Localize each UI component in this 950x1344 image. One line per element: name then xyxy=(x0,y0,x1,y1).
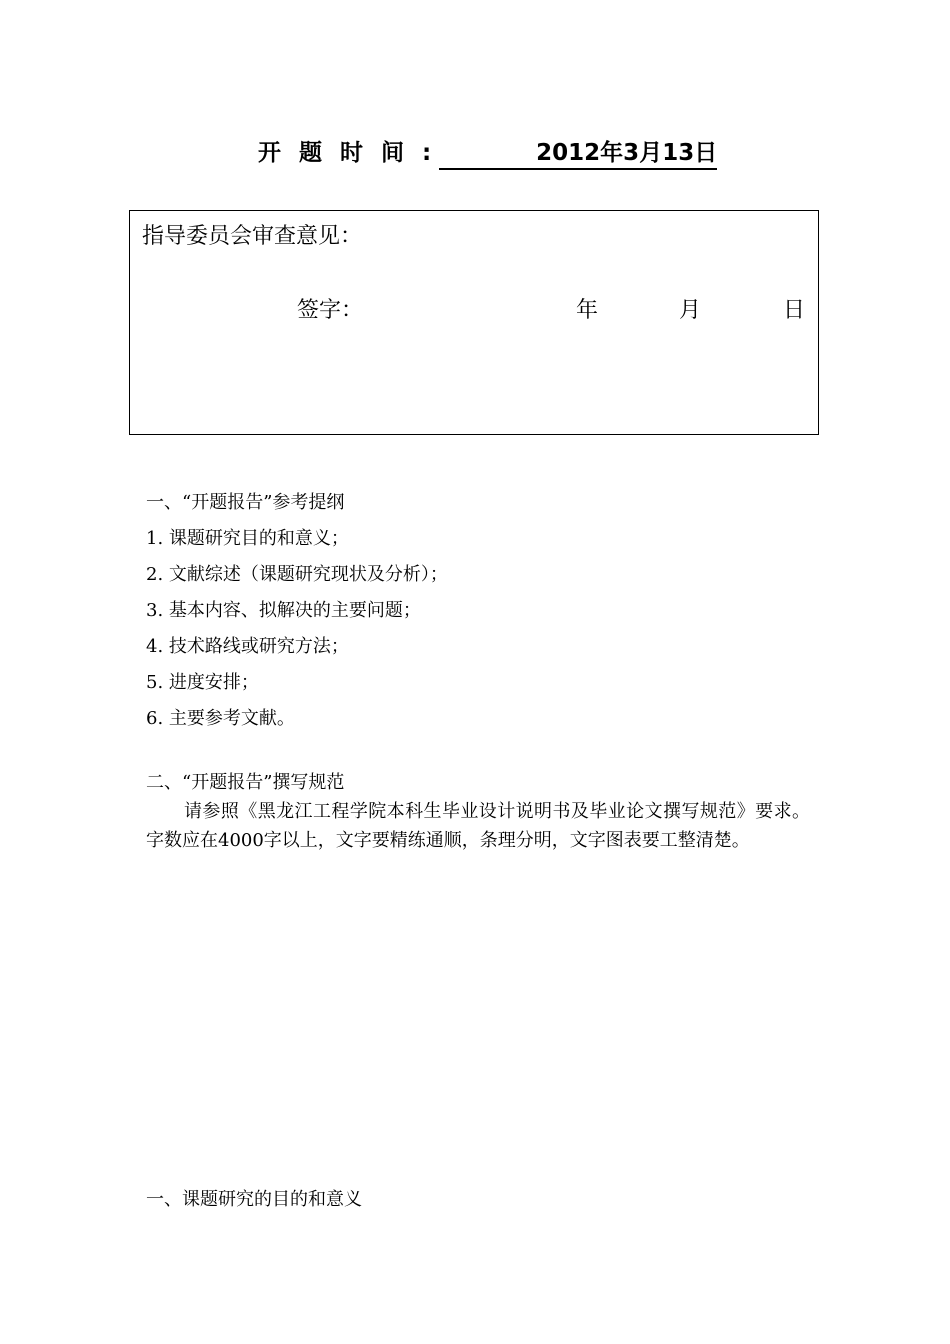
review-title: 指导委员会审查意见： xyxy=(142,224,363,249)
outline-item-1: 1. 课题研究目的和意义； xyxy=(146,528,349,549)
signature-label: 签字： xyxy=(297,298,364,323)
year-label: 年 xyxy=(576,298,599,323)
spec-body: 请参照《黑龙江工程学院本科生毕业设计说明书及毕业论文撰写规范》要求。字数应在4000字以上，文字要精练通顺，条理分明，文字图表要工整清楚。 xyxy=(146,801,810,851)
spec-title: 二、“开题报告”撰写规范 xyxy=(146,772,345,793)
outline-item-2: 2. 文献综述（课题研究现状及分析）； xyxy=(146,564,448,585)
report-time-label: 开题时间: xyxy=(258,140,450,166)
outline-item-3: 3. 基本内容、拟解决的主要问题； xyxy=(146,600,421,621)
month-label: 月 xyxy=(679,298,702,323)
outline-item-6: 6. 主要参考文献。 xyxy=(146,708,295,729)
committee-review-box xyxy=(129,210,819,435)
day-label: 日 xyxy=(783,298,806,323)
report-time-header xyxy=(258,134,717,170)
outline-item-4: 4. 技术路线或研究方法； xyxy=(146,636,349,657)
outline-item-5: 5. 进度安排； xyxy=(146,672,259,693)
section-1-title: 一、课题研究的目的和意义 xyxy=(146,1189,362,1210)
signature-line xyxy=(130,293,818,323)
report-date-value: 2012年3月13日 xyxy=(439,134,717,170)
outline-title: 一、“开题报告”参考提纲 xyxy=(146,492,345,513)
